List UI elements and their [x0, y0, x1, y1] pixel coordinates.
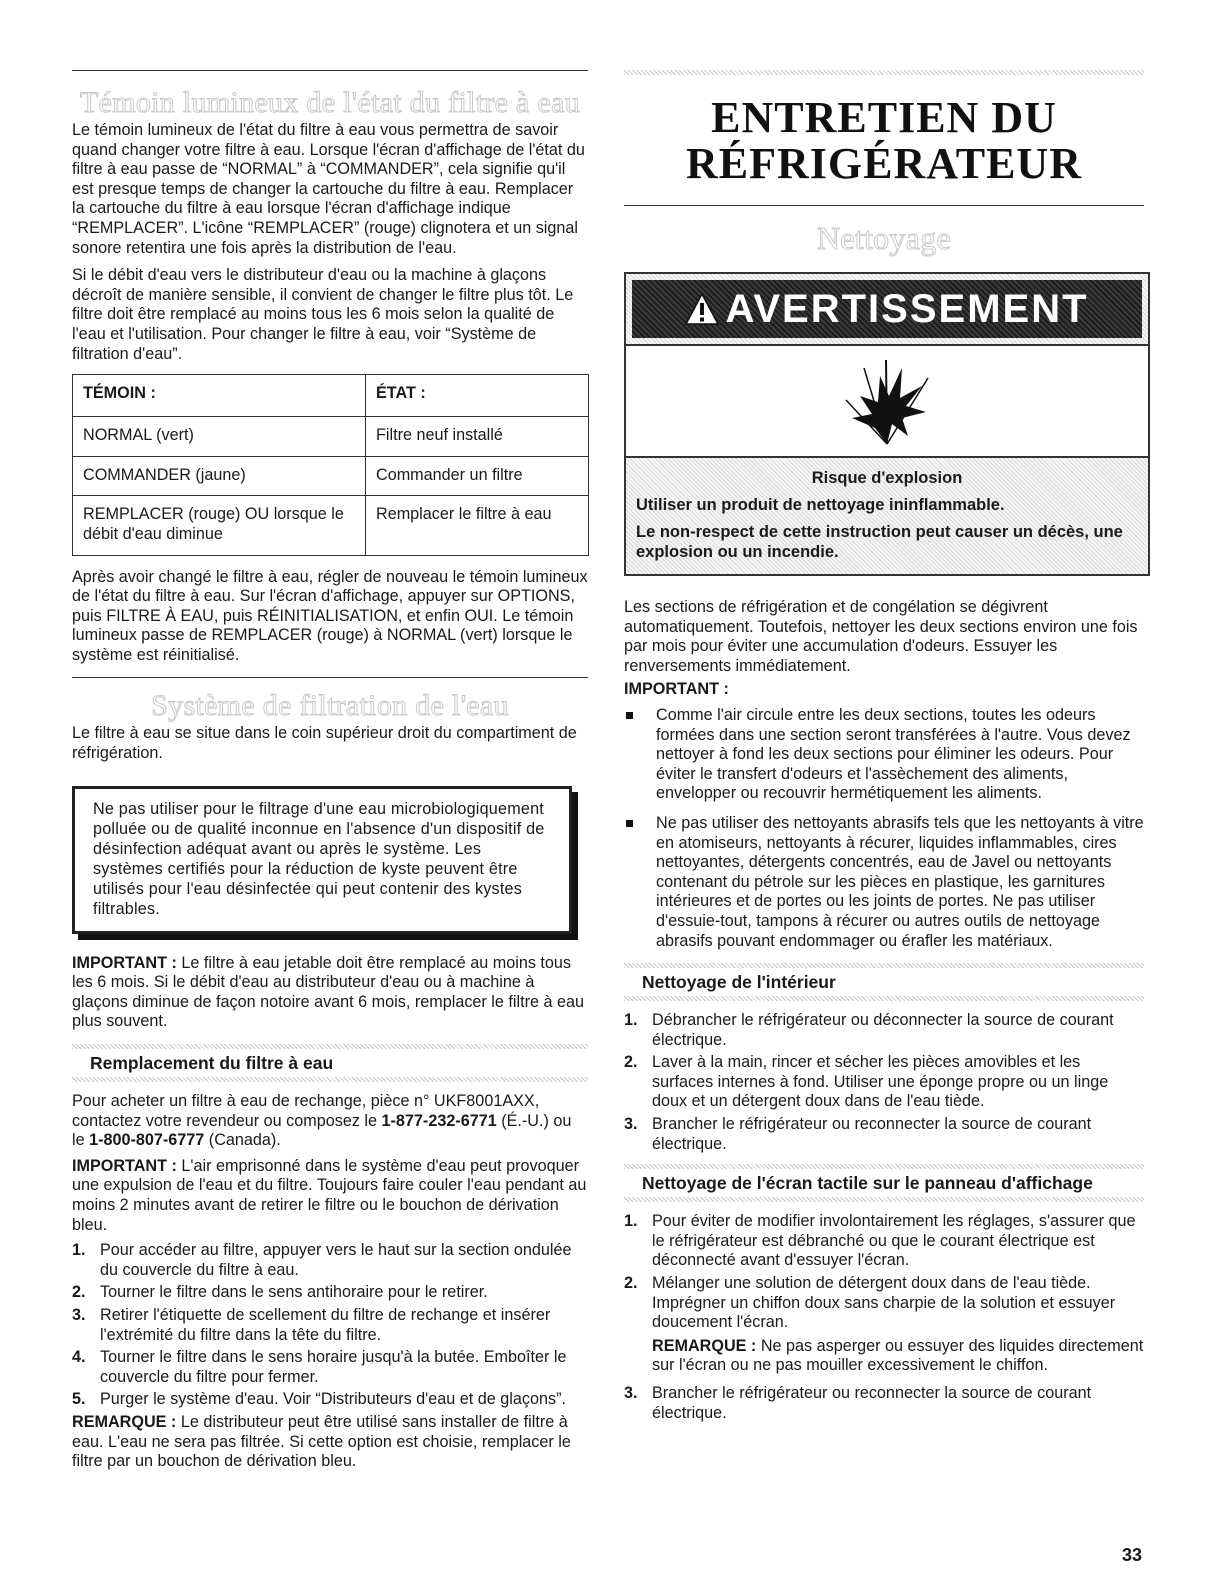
explosion-icon: [842, 356, 932, 446]
right-column: [624, 70, 1144, 1426]
table-header-cell: TÉMOIN :: [73, 375, 366, 417]
list-item: [624, 1011, 1144, 1050]
table-header-row: [73, 375, 589, 417]
step-number: 1.: [624, 1011, 638, 1030]
note-text: Ne pas asperger ou essuyer des liquides directement sur l'écran ou ne pas mouiller excessivement le chiffon.: [652, 1336, 1144, 1375]
note-label: REMARQUE :: [652, 1336, 757, 1355]
warning-line: Le non-respect de cette instruction peut causer un décès, une explosion ou un incendie.: [636, 523, 1123, 561]
step-number: 1.: [72, 1241, 86, 1260]
top-rule: [72, 70, 588, 71]
table-row: [73, 417, 589, 457]
text: (Canada).: [204, 1131, 281, 1150]
table-cell: NORMAL (vert): [73, 417, 366, 457]
paragraph: Le témoin lumineux de l'état du filtre à eau vous permettra de savoir quand changer votre filtre à eau. Lorsque l'écran d'affichage de l'état du filtre à eau passe de “NORMAL” à “COMMANDER”, cela signifie qu'il est presque temps de changer la cartouche du filtre à eau. Remplacer la cartouche du filtre à eau lorsque l'écran d'affichage indique “REMPLACER”. L'icône “REMPLACER” (rouge) clignotera et un signal sonore retentira une fois après la distribution de l'eau.: [72, 121, 585, 257]
warning-box: [72, 786, 572, 934]
paragraph: Le filtre à eau se situe dans le coin supérieur droit du compartiment de réfrigération.: [72, 724, 577, 763]
list-item: [624, 814, 1144, 951]
table-row: [73, 456, 589, 496]
warning-triangle-icon: [685, 293, 719, 325]
bullet-square-icon: [626, 820, 633, 827]
list-item: [624, 1212, 1144, 1271]
section-rule: [72, 677, 588, 678]
list-item: [624, 1384, 1144, 1423]
important-label: IMPORTANT :: [72, 1156, 177, 1175]
step-number: 2.: [72, 1283, 86, 1302]
bullet-square-icon: [626, 712, 633, 719]
step-text: Pour accéder au filtre, appuyer vers le haut sur la section ondulée du couvercle du filtre à eau.: [100, 1241, 572, 1279]
step-text: Pour éviter de modifier involontairement les réglages, s'assurer que le réfrigérateur est débranché ou que le courant électrique est déconnecté avant d'essuyer l'écran.: [652, 1212, 1136, 1270]
step-text: Retirer l'étiquette de scellement du filtre de rechange et insérer l'extrémité du filtre dans la tête du filtre.: [100, 1305, 551, 1344]
note-text: Le distributeur peut être utilisé sans installer de filtre à eau. L'eau ne sera pas filtrée. Si cette option est choisie, remplacer le filtre par un bouchon de dérivation bleu.: [72, 1412, 571, 1471]
paragraph: [72, 1092, 588, 1151]
top-shaded-rule: [624, 70, 1144, 75]
warning-banner: [632, 280, 1142, 338]
shaded-rule: [72, 1044, 588, 1049]
steps-list: [72, 1241, 588, 1410]
step-text: Mélanger une solution de détergent doux dans de l'eau tiède. Imprégner un chiffon doux sans charpie de la solution et essuyer doucement l'écran.: [652, 1274, 1116, 1332]
status-table: [72, 374, 589, 555]
step-number: 1.: [624, 1212, 638, 1231]
note-paragraph: [624, 1337, 1144, 1376]
table-cell: Commander un filtre: [366, 456, 589, 496]
warning-title: AVERTISSEMENT: [725, 286, 1089, 331]
important-label: IMPORTANT :: [624, 680, 729, 699]
phone-number: 1-800-807-6777: [89, 1131, 205, 1150]
step-text: Débrancher le réfrigérateur ou déconnecter la source de courant électrique.: [652, 1011, 1114, 1049]
step-text: Tourner le filtre dans le sens antihoraire pour le retirer.: [100, 1283, 488, 1302]
explosion-figure: [626, 344, 1148, 458]
step-number: 3.: [624, 1115, 638, 1134]
warning-text: Ne pas utiliser pour le filtrage d'une eau microbiologiquement polluée ou de qualité inconnue en l'absence d'un dispositif de désinfection adéquat avant ou après le système. Les systèmes certifiés pour la réduction de kyste peuvent être utilisés pour l'eau désinfectée qui peut contenir des kystes filtrables.: [93, 799, 545, 918]
table-row: [73, 496, 589, 555]
subsection-title-interior: Nettoyage de l'intérieur: [642, 972, 836, 993]
note-paragraph: [72, 1413, 588, 1472]
step-number: 2.: [624, 1053, 638, 1072]
paragraph: Les sections de réfrigération et de congélation se dégivrent automatiquement. Toutefois, nettoyer les deux sections environ une fois par mois pour éviter une accumulation d'odeurs. Essuyer les renversements immédiatement.: [624, 598, 1138, 675]
warning-body: [626, 458, 1148, 574]
bullet-text: Comme l'air circule entre les deux sections, toutes les odeurs formées dans une section seront transférées à l'autre. Vous devez nettoyer à fond les deux sections pour éliminer les odeurs. Pour éviter le transfert d'odeurs et l'assèchement des aliments, envelopper ou recouvrir hermétiquement les aliments.: [656, 705, 1131, 803]
subsection-title-replacement: Remplacement du filtre à eau: [90, 1053, 334, 1074]
list-item: [624, 1053, 1144, 1112]
note-label: REMARQUE :: [72, 1412, 177, 1431]
paragraph: Si le débit d'eau vers le distributeur d'eau ou la machine à glaçons décroît de manière sensible, il convient de changer le filtre plus tôt. Le filtre doit être remplacé au moins tous les 6 mois selon la qualité de l'eau et l'utilisation. Pour changer le filtre à eau, voir “Système de filtration d'eau”.: [72, 266, 574, 363]
shaded-rule: [624, 996, 1144, 1001]
shaded-rule: [624, 1164, 1144, 1169]
table-cell: Remplacer le filtre à eau: [366, 496, 589, 555]
section-title-filtration: Système de filtration de l'eau: [151, 689, 509, 723]
list-item: [624, 706, 1144, 804]
subsection-title-touchscreen: Nettoyage de l'écran tactile sur le panneau d'affichage: [642, 1173, 1093, 1194]
warning-line: Utiliser un produit de nettoyage ininflammable.: [636, 496, 1005, 514]
steps-list: [624, 1384, 1144, 1423]
shaded-rule: [72, 1077, 588, 1082]
table-header-cell: ÉTAT :: [366, 375, 589, 417]
left-column: [72, 70, 588, 1472]
table-cell: REMPLACER (rouge) OU lorsque le débit d'eau diminue: [73, 496, 366, 555]
table-cell: COMMANDER (jaune): [73, 456, 366, 496]
bullet-text: Ne pas utiliser des nettoyants abrasifs tels que les nettoyants à vitre en atomiseurs, nettoyants à récurer, liquides inflammables, cires nettoyantes, détergents concentrés, eau de Javel ou nettoyants contenant du pétrole sur les pièces en plastique, les garnitures intérieures et de portes ou les joints de portes. Ne pas utiliser d'essuie-tout, tampons à récurer ou autres outils de nettoyage abrasifs pouvant endommager ou érafler les matériaux.: [656, 813, 1144, 950]
step-text: Purger le système d'eau. Voir “Distributeurs d'eau et de glaçons”.: [100, 1390, 566, 1409]
step-text: Brancher le réfrigérateur ou reconnecter la source de courant électrique.: [652, 1384, 1092, 1422]
text: Pour acheter un filtre à eau de rechange, pièce n° UKF8001AXX, contactez votre revendeur ou composez le: [72, 1092, 540, 1130]
step-number: 4.: [72, 1348, 86, 1367]
chapter-title-line: RÉFRIGÉRATEUR: [685, 139, 1082, 188]
paragraph: Après avoir changé le filtre à eau, régler de nouveau le témoin lumineux de l'état du filtre à eau. Sur l'écran d'affichage, appuyer sur OPTIONS, puis FILTRE À EAU, puis RÉINITIALISATION, et enfin OUI. Le témoin lumineux passe de REMPLACER (rouge) à NORMAL (vert) lorsque le système est réinitialisé.: [72, 567, 588, 664]
warning-panel-top: [626, 274, 1148, 458]
steps-list: [624, 1212, 1144, 1333]
important-paragraph: [72, 954, 588, 1032]
steps-list: [624, 1011, 1144, 1154]
section-title-cleaning: Nettoyage: [816, 220, 952, 256]
phone-number: 1-877-232-6771: [381, 1111, 497, 1130]
list-item: [72, 1390, 588, 1410]
shaded-rule: [624, 1197, 1144, 1202]
shaded-rule: [624, 963, 1144, 968]
chapter-title: [624, 95, 1144, 187]
bullet-list: [624, 706, 1144, 951]
table-cell: Filtre neuf installé: [366, 417, 589, 457]
important-label: IMPORTANT :: [72, 953, 177, 972]
page-number: 33: [1121, 1545, 1142, 1565]
important-text: L'air emprisonné dans le système d'eau peut provoquer une expulsion de l'eau et du filtre. Toujours faire couler l'eau pendant au moins 2 minutes avant de retirer le filtre ou le bouchon de dérivation bleu.: [72, 1156, 587, 1234]
important-text: Le filtre à eau jetable doit être remplacé au moins tous les 6 mois. Si le débit d'eau au distributeur d'eau ou à machine à glaçons diminue de façon notoire avant 6 mois, remplacer le filtre à eau plus souvent.: [72, 953, 584, 1031]
list-item: [72, 1348, 588, 1387]
list-item: [72, 1306, 588, 1345]
step-number: 5.: [72, 1390, 86, 1409]
chapter-title-line: ENTRETIEN DU: [711, 93, 1057, 142]
text: (É.-U.) ou le: [72, 1111, 572, 1150]
section-rule: [624, 205, 1144, 206]
list-item: [72, 1283, 588, 1303]
section-title-filter-indicator: Témoin lumineux de l'état du filtre à eau: [79, 86, 581, 119]
important-paragraph: [72, 1157, 588, 1235]
step-number: 3.: [72, 1305, 86, 1324]
list-item: [624, 1115, 1144, 1154]
list-item: [624, 1274, 1144, 1333]
list-item: [72, 1241, 588, 1280]
warning-panel: [624, 272, 1150, 576]
step-text: Brancher le réfrigérateur ou reconnecter la source de courant électrique.: [652, 1115, 1092, 1153]
step-number: 2.: [624, 1274, 638, 1293]
warning-risk: Risque d'explosion: [811, 469, 963, 487]
step-number: 3.: [624, 1384, 638, 1402]
step-text: Laver à la main, rincer et sécher les pièces amovibles et les surfaces internes à fond. Utiliser une éponge propre ou un linge doux et un détergent doux dans de l'eau tiède.: [652, 1053, 1109, 1111]
step-text: Tourner le filtre dans le sens horaire jusqu'à la butée. Emboîter le couvercle du filtre pour fermer.: [100, 1348, 567, 1386]
